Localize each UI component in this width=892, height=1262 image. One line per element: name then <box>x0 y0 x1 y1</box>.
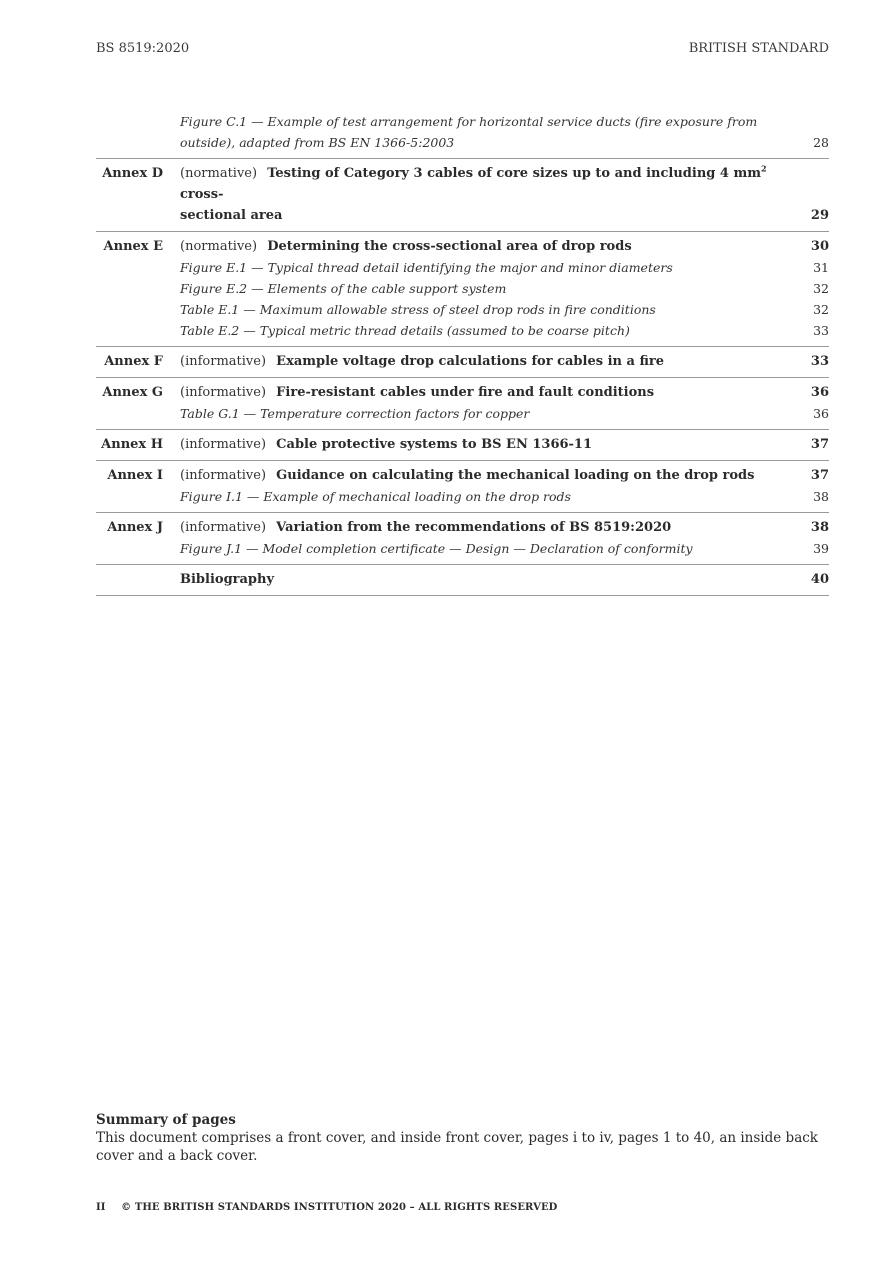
annex-label: Annex D <box>102 166 163 181</box>
toc-page-number: 37 <box>810 468 829 483</box>
toc-entry-figure-c1[interactable]: Figure C.1 — Example of test arrangement for horizontal service ducts (fire exposure from outside), adapted from BS EN 1366-5:2003 28 <box>180 111 829 153</box>
toc-page-number: 38 <box>813 489 829 504</box>
toc-group-annex-f <box>96 347 829 378</box>
toc-group-annex-c-tail <box>96 111 829 159</box>
toc-page-number: 40 <box>810 572 829 587</box>
toc-entry-figure-j1[interactable]: Figure J.1 — Model completion certificate — Design — Declaration of conformity 39 <box>180 538 829 559</box>
toc-group-annex-e <box>96 232 829 347</box>
toc-entry-annex-h[interactable]: (informative) Cable protective systems to BS EN 1366-11 37 <box>180 434 829 455</box>
toc-page-number: 31 <box>813 260 829 275</box>
toc-entry-annex-g[interactable]: (informative) Fire-resistant cables under fire and fault conditions 36 <box>180 382 829 403</box>
annex-label: Annex F <box>104 354 163 369</box>
toc-page-number: 36 <box>810 385 829 400</box>
toc-page-number: 33 <box>810 354 829 369</box>
toc-entry-annex-i[interactable]: (informative) Guidance on calculating the mechanical loading on the drop rods 37 <box>180 465 829 486</box>
toc-page-number: 32 <box>813 302 829 317</box>
toc-entry-annex-j[interactable]: (informative) Variation from the recommendations of BS 8519:2020 38 <box>180 517 829 538</box>
toc-page-number: 29 <box>810 208 829 223</box>
toc-entry-bibliography[interactable]: Bibliography 40 <box>180 569 829 590</box>
toc-group-annex-j <box>96 513 829 565</box>
annex-label: Annex J <box>107 520 163 535</box>
table-of-contents <box>96 111 829 596</box>
toc-group-annex-g <box>96 378 829 430</box>
annex-label: Annex G <box>102 385 163 400</box>
toc-entry-annex-d[interactable]: (normative) Testing of Category 3 cables of core sizes up to and including 4 $mm^2$ cross- sectional area 29 <box>180 163 829 226</box>
toc-page-number: 28 <box>813 135 829 150</box>
toc-page-number: 33 <box>813 323 829 338</box>
header-document-type: BRITISH STANDARD <box>688 41 829 56</box>
footer-copyright: © THE BRITISH STANDARDS INSTITUTION 2020 – ALL RIGHTS RESERVED <box>121 1202 558 1213</box>
toc-page-number: 32 <box>813 281 829 296</box>
summary-body: This document comprises a front cover, and inside front cover, pages i to iv, pages 1 to 40, an inside back cover and a back cover. <box>96 1130 818 1164</box>
toc-page-number: 36 <box>813 406 829 421</box>
toc-group-annex-d <box>96 159 829 232</box>
toc-page-number: 37 <box>810 437 829 452</box>
annex-label: Annex I <box>107 468 163 483</box>
toc-group-annex-i <box>96 461 829 513</box>
toc-entry-figure-e1[interactable]: Figure E.1 — Typical thread detail identifying the major and minor diameters 31 <box>180 257 829 278</box>
toc-entry-table-e2[interactable]: Table E.2 — Typical metric thread details (assumed to be coarse pitch) 33 <box>180 320 829 341</box>
toc-entry-table-e1[interactable]: Table E.1 — Maximum allowable stress of steel drop rods in fire conditions 32 <box>180 299 829 320</box>
toc-entry-figure-e2[interactable]: Figure E.2 — Elements of the cable support system 32 <box>180 278 829 299</box>
toc-page-number: 39 <box>813 541 829 556</box>
page-footer <box>96 1202 557 1213</box>
annex-label: Annex E <box>103 239 163 254</box>
toc-entry-table-g1[interactable]: Table G.1 — Temperature correction factors for copper 36 <box>180 403 829 424</box>
toc-group-bibliography <box>96 565 829 596</box>
toc-page-number: 38 <box>810 520 829 535</box>
toc-entry-figure-i1[interactable]: Figure I.1 — Example of mechanical loading on the drop rods 38 <box>180 486 829 507</box>
toc-group-annex-h <box>96 430 829 461</box>
footer-page-number: II <box>96 1202 106 1213</box>
header-standard-number: BS 8519:2020 <box>96 41 190 56</box>
summary-title: Summary of pages <box>96 1112 236 1128</box>
toc-page-number: 30 <box>810 239 829 254</box>
summary-of-pages <box>96 1111 829 1165</box>
toc-entry-annex-f[interactable]: (informative) Example voltage drop calculations for cables in a fire 33 <box>180 351 829 372</box>
toc-entry-annex-e[interactable]: (normative) Determining the cross-sectional area of drop rods 30 <box>180 236 829 257</box>
annex-label: Annex H <box>101 437 163 452</box>
